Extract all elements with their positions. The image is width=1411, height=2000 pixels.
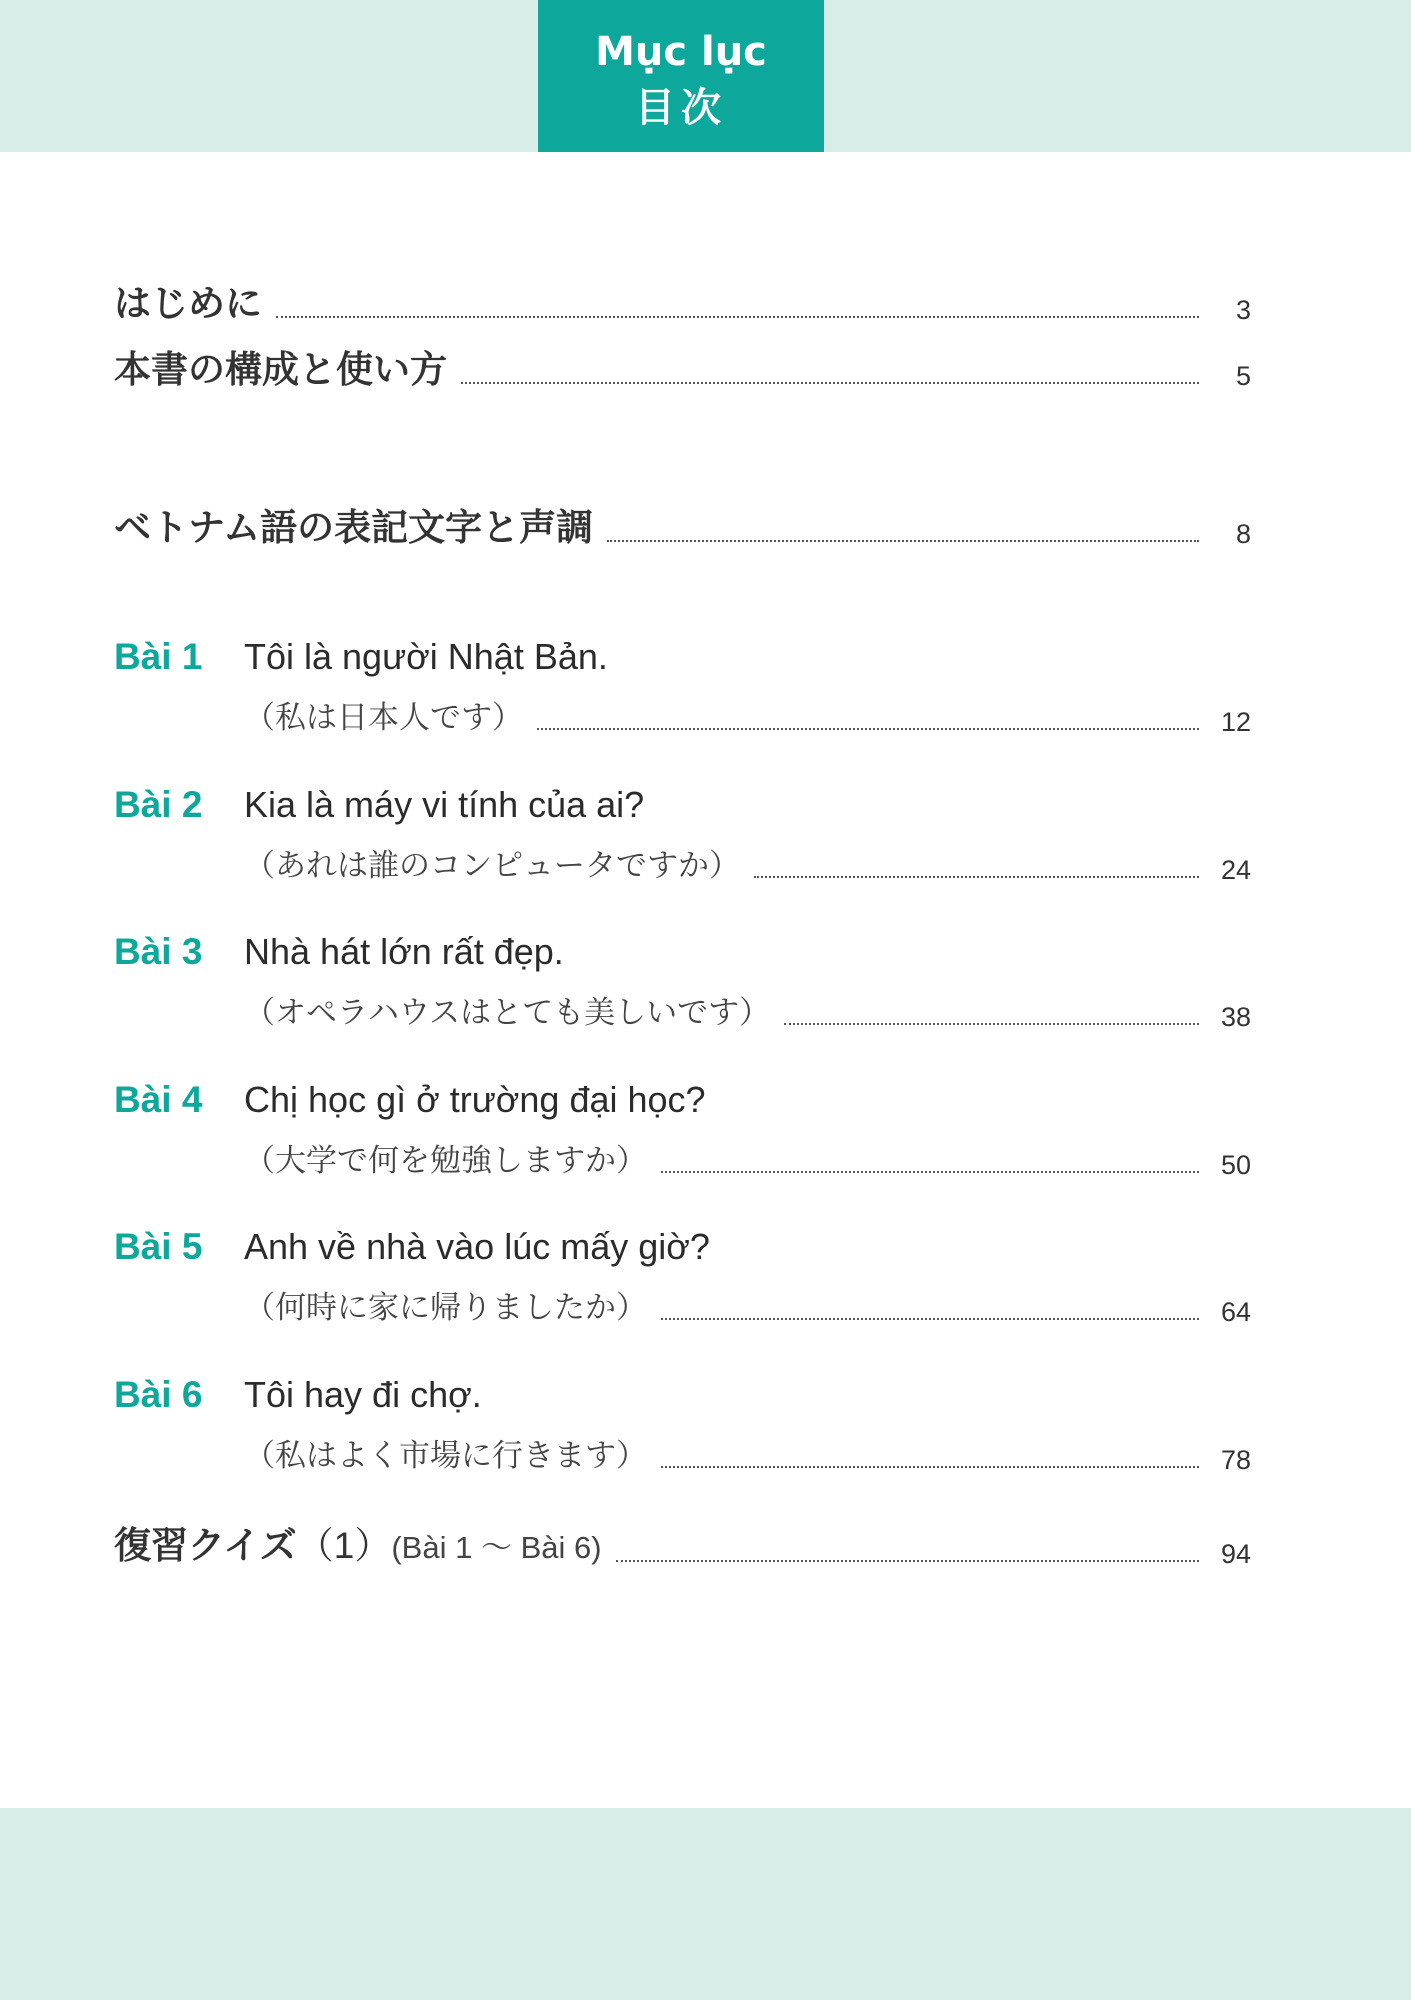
leader-dots — [461, 382, 1199, 384]
lesson-2-heading[interactable] — [114, 784, 644, 826]
lesson-title-japanese: （私はよく市場に行きます） — [244, 1438, 647, 1474]
toc-title-box — [538, 0, 824, 152]
lesson-title-vietnamese: Tôi hay đi chợ. — [244, 1374, 482, 1415]
lesson-number: Bài 6 — [114, 1374, 203, 1415]
lesson-title-japanese: （何時に家に帰りましたか） — [244, 1290, 647, 1326]
lesson-title-japanese: （あれは誰のコンピュータですか） — [244, 848, 740, 884]
quiz-number: （1） — [296, 1525, 392, 1566]
lesson-number: Bài 4 — [114, 1079, 203, 1120]
leader-dots — [784, 1023, 1199, 1025]
toc-entry-page: 5 — [1235, 361, 1251, 391]
lesson-title-vietnamese: Anh về nhà vào lúc mấy giờ? — [244, 1226, 710, 1267]
lesson-4-subtitle-row[interactable] — [244, 1141, 1251, 1181]
lesson-3-heading[interactable] — [114, 931, 564, 973]
toc-entry-script-and-tones[interactable] — [114, 506, 1251, 550]
footer-band — [0, 1808, 1411, 2000]
leader-dots — [607, 540, 1199, 542]
lesson-number: Bài 5 — [114, 1226, 203, 1267]
lesson-4-heading[interactable] — [114, 1079, 706, 1121]
lesson-title-vietnamese: Chị học gì ở trường đại học? — [244, 1079, 706, 1120]
toc-title-vietnamese: Mục lục — [595, 29, 767, 75]
lesson-title-japanese: （私は日本人です） — [244, 700, 523, 736]
lesson-3-subtitle-row[interactable] — [244, 993, 1251, 1033]
lesson-6-heading[interactable] — [114, 1374, 482, 1416]
lesson-title-vietnamese: Tôi là người Nhật Bản. — [244, 636, 608, 677]
lesson-title-vietnamese: Nhà hát lớn rất đẹp. — [244, 931, 564, 972]
lesson-page: 38 — [1220, 1002, 1251, 1032]
toc-entry-review-quiz[interactable] — [114, 1524, 1251, 1570]
lesson-page: 12 — [1220, 707, 1251, 737]
leader-dots — [661, 1318, 1199, 1320]
lesson-page: 78 — [1220, 1445, 1251, 1475]
lesson-page: 64 — [1220, 1297, 1251, 1327]
lesson-title-vietnamese: Kia là máy vi tính của ai? — [244, 784, 645, 825]
toc-entry-introduction[interactable] — [114, 282, 1251, 326]
lesson-title-japanese: （オペラハウスはとても美しいです） — [244, 995, 771, 1031]
lesson-number: Bài 1 — [114, 636, 203, 677]
toc-entry-label: 本書の構成と使い方 — [114, 348, 447, 391]
lesson-6-subtitle-row[interactable] — [244, 1436, 1251, 1476]
leader-dots — [616, 1560, 1199, 1562]
lesson-page: 50 — [1220, 1150, 1251, 1180]
toc-entry-label: ベトナム語の表記文字と声調 — [114, 506, 594, 549]
quiz-label — [114, 1524, 602, 1570]
toc-entry-how-to-use[interactable] — [114, 348, 1251, 392]
lesson-2-subtitle-row[interactable] — [244, 846, 1251, 886]
leader-dots — [276, 316, 1199, 318]
toc-entry-page: 8 — [1235, 519, 1251, 549]
lesson-page: 24 — [1220, 855, 1251, 885]
leader-dots — [754, 876, 1199, 878]
lesson-number: Bài 2 — [114, 784, 203, 825]
lesson-1-heading[interactable] — [114, 636, 608, 678]
leader-dots — [661, 1466, 1199, 1468]
lesson-number: Bài 3 — [114, 931, 203, 972]
leader-dots — [661, 1171, 1199, 1173]
quiz-page: 94 — [1220, 1539, 1251, 1569]
leader-dots — [537, 728, 1199, 730]
lesson-5-heading[interactable] — [114, 1226, 710, 1268]
lesson-title-japanese: （大学で何を勉強しますか） — [244, 1143, 647, 1179]
toc-title-japanese: 目次 — [635, 85, 727, 131]
quiz-title: 復習クイズ — [114, 1524, 297, 1567]
lesson-1-subtitle-row[interactable] — [244, 698, 1251, 738]
lesson-5-subtitle-row[interactable] — [244, 1288, 1251, 1328]
toc-entry-label: はじめに — [114, 282, 262, 325]
toc-entry-page: 3 — [1235, 295, 1251, 325]
quiz-range: (Bài 1 〜 Bài 6) — [391, 1530, 602, 1565]
